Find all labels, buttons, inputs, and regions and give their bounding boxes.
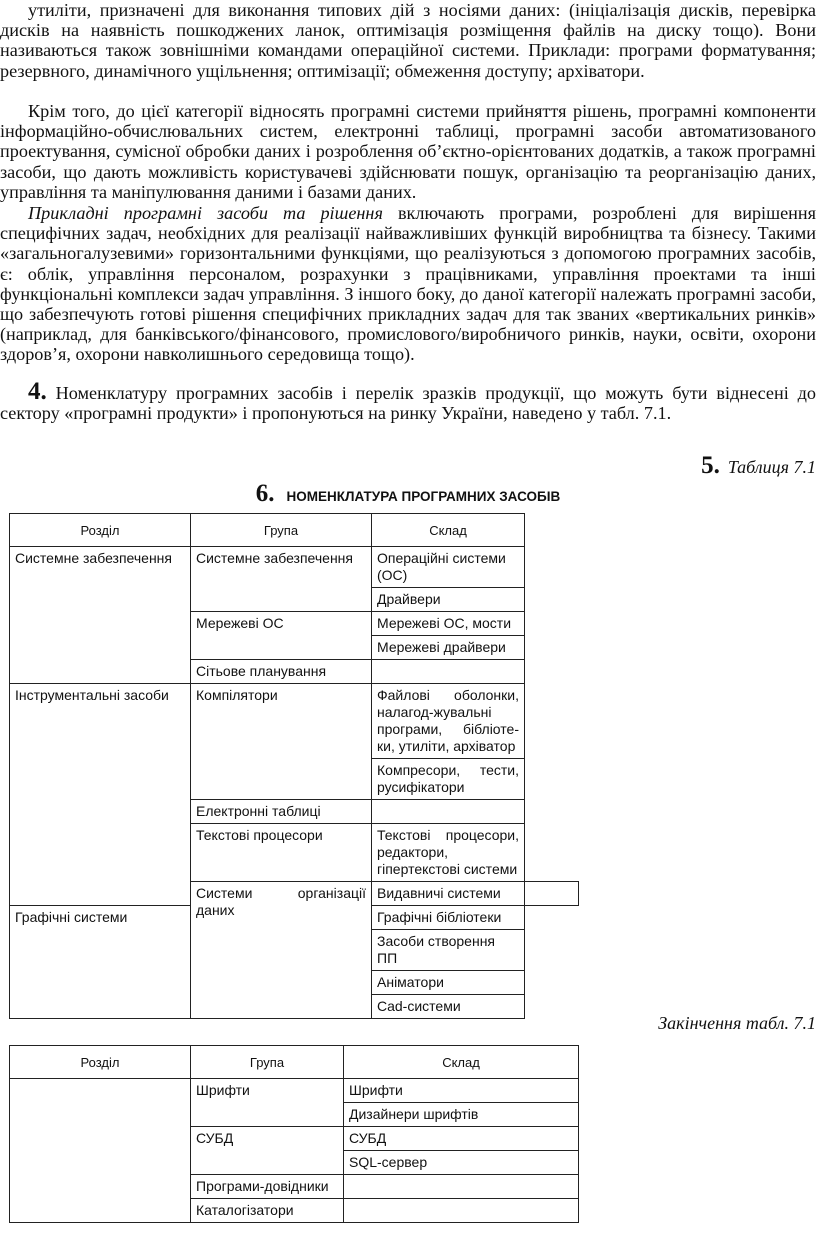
group-cell: Компілятори	[191, 684, 372, 800]
composition-cell: Засоби створення ПП	[372, 930, 525, 971]
paragraph-nomenclature	[0, 378, 816, 424]
composition-cell-empty	[344, 1199, 579, 1223]
group-cell: СУБД	[191, 1127, 344, 1175]
list-number-6: 6.	[255, 480, 275, 507]
table-row	[10, 684, 579, 759]
header-section: Розділ	[10, 514, 191, 547]
composition-cell: Cad-системи	[372, 995, 525, 1019]
header-composition: Склад	[372, 514, 525, 547]
composition-cell-empty	[372, 800, 525, 824]
composition-cell: Драйвери	[372, 588, 525, 612]
applied-software-text: включають програми, розроблені для вирішення специфічних задач, необхідних для реалізації найважливіших функцій виробництва та бізнесу. Такими «загальногалузевими» горизонтальними функціями, що реалізуються з допомогою програмних засобів, є: облік, управління персоналом, розрахунки з працівниками, управління проектами та інші функціональні комплекси задач управління. З іншого боку, до даної категорії належать програмні засоби, що забезпечують готові рішення специфічних прикладних задач для так званих «вертикальних ринків» (наприклад, для банківського/фінансового, промислового/виробничого ринків, науки, освіти, охорони здоров’я, охорони навколишнього середовища тощо).	[0, 203, 816, 365]
section-cell: Системне забезпечення	[10, 547, 191, 684]
applied-software-term: Прикладні програмні засоби та рішення	[28, 203, 383, 223]
nomenclature-table	[9, 513, 579, 1019]
composition-cell: Мережеві драйвери	[372, 636, 525, 660]
section-cell: Інструментальні засоби	[10, 684, 191, 906]
table-caption	[701, 452, 816, 480]
nomenclature-table-continued	[9, 1045, 579, 1223]
group-cell: Програми-довідники	[191, 1175, 344, 1199]
composition-cell: Аніматори	[372, 971, 525, 995]
group-cell: Системне забезпечення	[191, 547, 372, 612]
table-row	[10, 1079, 579, 1103]
table-title	[0, 480, 816, 508]
group-cell: Каталогізатори	[191, 1199, 344, 1223]
group-cell: Сітьове планування	[191, 660, 372, 684]
group-cell: Електронні таблиці	[191, 800, 372, 824]
group-cell: Графічні системи	[10, 906, 191, 1019]
nomenclature-text: Номенклатуру програмних засобів і перелік зразків продукції, що можуть бути віднесені до сектору «програмні продукти» і пропонуються на ринку України, наведено у табл. 7.1.	[0, 383, 816, 424]
table-row	[10, 547, 579, 588]
table-title-text: НОМЕНКЛАТУРА ПРОГРАМНИХ ЗАСОБІВ	[286, 489, 561, 504]
header-group: Група	[191, 1046, 344, 1079]
paragraph-applied-software	[0, 203, 816, 365]
continuation-label: Закінчення табл. 7.1	[658, 1013, 816, 1033]
composition-cell: Операційні системи (ОС)	[372, 547, 525, 588]
header-section: Розділ	[10, 1046, 191, 1079]
group-cell: Текстові процесори	[191, 824, 372, 882]
table-header-row	[10, 514, 579, 547]
paragraph-additional-categories: Крім того, до цієї категорії відносять програмні системи прийняття рішень, програмні компоненти інформаційно-обчислювальних систем, електронні таблиці, програмні засоби автоматизованого проектування, сумісної обробки даних і розроблення об’єктно-орієнтованих додатків, а також програмні засоби, що дають можливість користувачеві здійснювати пошук, організацію та реорганізацію даних, управління та маніпулювання даними і базами даних.	[0, 101, 816, 202]
section-cell-empty	[10, 1079, 191, 1223]
composition-cell: Компресори, тести, русифікатори	[372, 759, 525, 800]
table-caption-label: Таблиця 7.1	[727, 457, 816, 477]
composition-cell: Графічні бібліотеки	[372, 906, 525, 930]
group-cell: Мережеві ОС	[191, 612, 372, 660]
list-number-5: 5.	[701, 452, 720, 479]
group-cell: Видавничі системи	[372, 882, 525, 906]
table-header-row	[10, 1046, 579, 1079]
list-number-4: 4.	[28, 378, 47, 405]
header-group: Група	[191, 514, 372, 547]
section-cell: Системи організації даних	[191, 882, 372, 1019]
composition-cell-empty	[344, 1175, 579, 1199]
group-cell: Шрифти	[191, 1079, 344, 1127]
composition-cell: SQL-сервер	[344, 1151, 579, 1175]
paragraph-utilities: утиліти, призначені для виконання типових дій з носіями даних: (ініціалізація дисків, перевірка дисків на наявність пошкоджених ланок, оптимізація розміщення файлів на диску тощо). Вони називаються також зовнішніми командами операційної системи. Приклади: програми форматування; резервного, динамічного ущільнення; оптимізації; обмеження доступу; архіватори.	[0, 0, 816, 81]
composition-cell: СУБД	[344, 1127, 579, 1151]
composition-cell: Дизайнери шрифтів	[344, 1103, 579, 1127]
composition-cell-empty	[372, 660, 525, 684]
header-composition: Склад	[344, 1046, 579, 1079]
composition-cell: Шрифти	[344, 1079, 579, 1103]
composition-cell: Текстові процесори, редактори, гіпертекстові системи	[372, 824, 525, 882]
composition-cell: Мережеві ОС, мости	[372, 612, 525, 636]
composition-cell-empty	[525, 882, 579, 906]
composition-cell: Файлові оболонки, налагод-жувальні програми, бібліоте-ки, утиліти, архіватор	[372, 684, 525, 759]
